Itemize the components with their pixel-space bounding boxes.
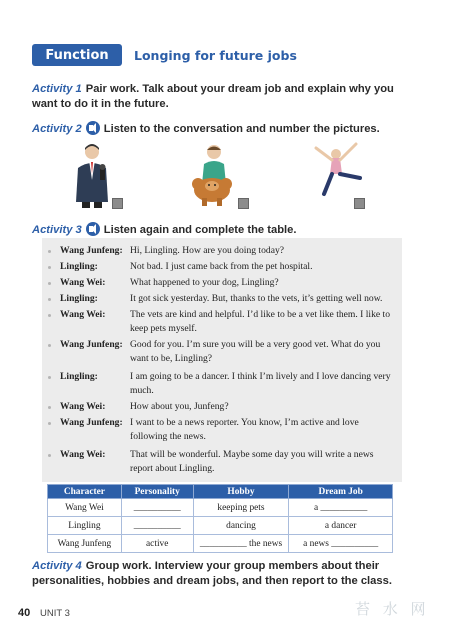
activity-1-text: Pair work. Talk about your dream job and explain why you want to do it in the future. [32, 83, 394, 110]
activity-1 [32, 82, 412, 112]
table-cell: Lingling [48, 517, 122, 535]
activity-3 [32, 222, 412, 238]
pictures-row [60, 140, 390, 210]
table-cell: Wang Wei [48, 499, 122, 517]
speaker-icon[interactable] [86, 121, 100, 135]
function-header [32, 43, 297, 67]
table-cell[interactable]: a __________ [289, 499, 393, 517]
table-row [48, 499, 393, 517]
table-cell[interactable]: __________ the news [193, 535, 289, 553]
activity-3-label: Activity 3 [32, 224, 82, 236]
activity-3-text: Listen again and complete the table. [103, 224, 297, 236]
activity-2 [32, 121, 412, 137]
activity-2-label: Activity 2 [32, 123, 82, 135]
table-cell: active [121, 535, 193, 553]
picture-3-checkbox[interactable] [354, 198, 365, 209]
table-cell[interactable]: __________ [121, 499, 193, 517]
table-header-cell: Character [48, 485, 122, 499]
table-cell: dancing [193, 517, 289, 535]
unit-label: UNIT 3 [40, 608, 70, 619]
table-cell[interactable]: a news __________ [289, 535, 393, 553]
table-header-cell: Hobby [193, 485, 289, 499]
function-badge: Function [32, 44, 122, 66]
function-title: Longing for future jobs [134, 47, 297, 63]
dialogue-box: Wang Junfeng: Hi, Lingling. How are you doing today? Lingling: Not bad. I just came back from the pet hospital. Wang Wei: What happened to your dog, Lingling? Lingling: It got sick yesterday. But, thanks to the vets, it’s getting well now. Wang Wei: The vets are kind and helpful. I’d like to be a vet like them. I like to keep pets myself. Wang Junfeng: Good for you. I’m sure you will be a very good vet. What do you want to be, Lingling? Lingling: I am going to be a dancer. I think I’m lively and I love dancing very much. Wang Wei: How about you, Junfeng? Wang Junfeng: I want to be a news reporter. You know, I’m active and love following the news. Wang Wei: That will be wonderful. Maybe some day you will write a news report about Lingling. [42, 238, 402, 482]
table-row [48, 535, 393, 553]
character-table [47, 484, 393, 553]
table-header-cell: Dream Job [289, 485, 393, 499]
table-header-cell: Personality [121, 485, 193, 499]
speaker-icon[interactable] [86, 222, 100, 236]
table-cell: keeping pets [193, 499, 289, 517]
picture-2-checkbox[interactable] [238, 198, 249, 209]
page-number: 40 [18, 607, 31, 619]
table-header-row [48, 485, 393, 499]
dancer-picture [310, 140, 380, 210]
table-cell: Wang Junfeng [48, 535, 122, 553]
activity-2-text: Listen to the conversation and number the pictures. [103, 123, 380, 135]
table-row [48, 517, 393, 535]
reporter-picture [60, 140, 130, 210]
vet-with-dog-picture [188, 140, 258, 210]
table-cell[interactable]: __________ [121, 517, 193, 535]
activity-1-label: Activity 1 [32, 83, 82, 95]
activity-4-text: Group work. Interview your group members about their personalities, hobbies and dream jobs, and then report to the class. [32, 560, 392, 587]
table-cell: a dancer [289, 517, 393, 535]
activity-4 [32, 559, 412, 589]
watermark: 苔 水 网 [355, 600, 430, 618]
picture-1-checkbox[interactable] [112, 198, 123, 209]
activity-4-label: Activity 4 [32, 560, 82, 572]
